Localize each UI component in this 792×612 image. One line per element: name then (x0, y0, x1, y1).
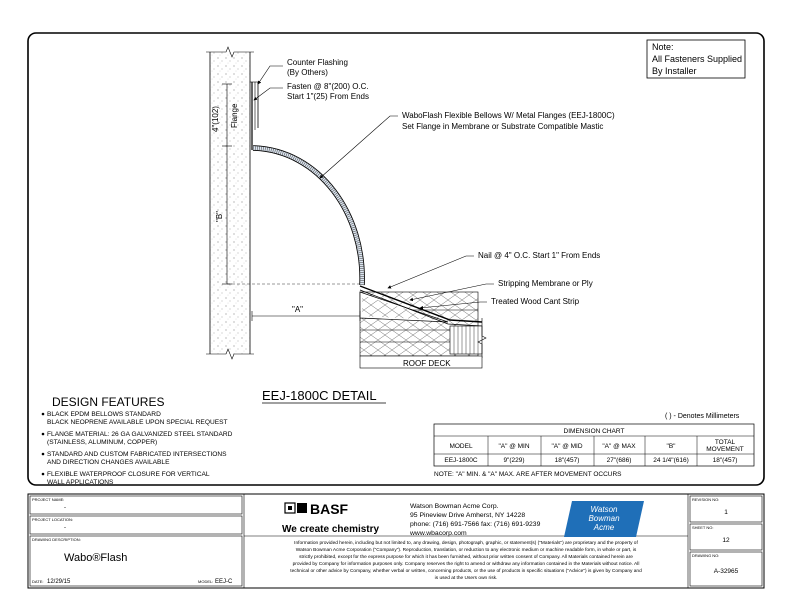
chart-cell-a-min: 9"(229) (503, 457, 525, 464)
callout-nail: Nail @ 4" O.C. Start 1" From Ends (478, 251, 601, 260)
chart-cell-a-mid: 18"(457) (554, 457, 580, 464)
date-value: 12/29/15 (47, 579, 71, 585)
design-features-heading: DESIGN FEATURES (52, 395, 165, 409)
sheet-value: 12 (722, 537, 730, 544)
feature-2-line-2: (STAINLESS, ALUMINUM, COPPER) (47, 439, 158, 446)
chart-cell-a-max: 27"(686) (606, 457, 632, 464)
project-location-label: PROJECT LOCATION: (32, 517, 73, 522)
roof-assembly (360, 286, 486, 368)
disclaimer (290, 540, 642, 581)
company-web: www.wbacorp.com (410, 530, 467, 537)
chart-cell-model: EEJ-1800C (444, 457, 478, 464)
note-line-1: All Fasteners Supplied (652, 54, 743, 64)
drawing-description-value: Wabo®Flash (64, 552, 128, 564)
feature-4-line-2: WALL APPLICATIONS (47, 479, 114, 486)
feature-2-line-1: FLANGE MATERIAL: 26 GA GALVANIZED STEEL STANDARD (47, 431, 233, 438)
chart-header-total-movement: TOTAL MOVEMENT (706, 439, 744, 453)
chart-note: NOTE: "A" MIN. & "A" MAX. ARE AFTER MOVEMENT OCCURS (434, 471, 622, 478)
chart-header-a-max: "A" @ MAX (602, 443, 636, 450)
disclaimer-line: strictly prohibited, except for the express purpose for which it has been furnished, without prior written consent of Company. All Materials contained herein are (299, 555, 633, 560)
revision-value: 1 (724, 509, 728, 516)
dim-flange-label: Flange (230, 103, 239, 128)
project-location-value: - (64, 525, 66, 531)
wba-logo-line-2: Bowman (588, 514, 620, 523)
chart-cell-total-movement: 18"(457) (712, 457, 738, 464)
wba-logo-line-3: Acme (593, 523, 615, 532)
model-value: EEJ-C (215, 579, 233, 585)
disclaimer-line: provided by Company for information purposes only. Company reserves the right to amend or withdraw any information contained in the Materials without notice. All (292, 562, 640, 567)
callout-waboflash-1: WaboFlash Flexible Bellows W/ Metal Flanges (EEJ-1800C) (402, 111, 615, 120)
drawing-no-label: DRAWING NO: (692, 553, 720, 558)
feature-4-line-1: FLEXIBLE WATERPROOF CLOSURE FOR VERTICAL (47, 471, 210, 478)
chart-header-b: "B" (666, 443, 676, 450)
chart-title: DIMENSION CHART (563, 428, 625, 435)
project-name-label: PROJECT NAME: (32, 497, 65, 502)
detail-title: EEJ-1800C DETAIL (262, 388, 377, 403)
callout-fasten-2: Start 1"(25) From Ends (287, 92, 369, 101)
company-phone: phone: (716) 691-7566 fax: (716) 691-9239 (410, 521, 541, 528)
drawing-no-value: A-32965 (713, 568, 739, 575)
basf-wordmark: BASF (310, 501, 349, 517)
bellows (253, 148, 362, 285)
feature-1-line-2: BLACK NEOPRENE AVAILABLE UPON SPECIAL REQUEST (47, 419, 228, 426)
revision-label: REVISION NO: (692, 497, 720, 502)
dim-b-label: "B" (215, 210, 224, 222)
note-line-2: By Installer (652, 66, 697, 76)
wba-logo-line-1: Watson (590, 505, 618, 514)
chart-header-a-mid: "A" @ MID (551, 443, 583, 450)
dim-a-label: "A" (292, 305, 304, 314)
company-address: 95 Pineview Drive Amherst, NY 14228 (410, 512, 526, 519)
callout-roof-deck: ROOF DECK (403, 359, 451, 368)
chart-cell-b: 24 1/4"(616) (653, 457, 689, 464)
design-features-list (42, 411, 233, 486)
wall-flange (250, 82, 258, 150)
sheet-label: SHEET NO: (692, 525, 714, 530)
feature-3-line-2: AND DIRECTION CHANGES AVAILABLE (47, 459, 170, 466)
feature-1-line-1: BLACK EPDM BELLOWS STANDARD (47, 411, 161, 418)
chart-header-model: MODEL (449, 443, 473, 450)
drawing-description-label: DRAWING DESCRIPTION: (32, 537, 81, 542)
note-title: Note: (652, 42, 674, 52)
callout-cant: Treated Wood Cant Strip (491, 297, 580, 306)
model-label: MODEL: (198, 579, 214, 584)
basf-tagline: We create chemistry (282, 524, 380, 535)
callout-waboflash-2: Set Flange in Membrane or Substrate Compatible Mastic (402, 122, 604, 131)
concrete-wall (206, 47, 254, 359)
callout-fasten-1: Fasten @ 8"(200) O.C. (287, 82, 369, 91)
disclaimer-line: technical or other advice by Company, whether verbal or written, concerning products, or the use of products in specific situations ("Advice") is given by Company and (290, 569, 642, 574)
basf-logo (285, 503, 307, 513)
leader-lines (254, 66, 494, 308)
disclaimer-line: Watson Bowman Acme Corporation ("Company"). Reproduction, translation, or reduction to any electronic medium or machine readable form, in whole or part, is (295, 548, 637, 553)
chart-header-a-min: "A" @ MIN (498, 443, 530, 450)
mm-note: ( ) - Denotes Millimeters (665, 413, 740, 420)
date-label: DATE: (32, 579, 44, 584)
project-name-value: - (64, 505, 66, 511)
disclaimer-line: is used at the Users own risk. (434, 576, 498, 581)
feature-3-line-1: STANDARD AND CUSTOM FABRICATED INTERSECTIONS (47, 451, 227, 458)
callout-counter-flashing-1: Counter Flashing (287, 58, 348, 67)
company-name: Watson Bowman Acme Corp. (410, 503, 499, 510)
dim-flange-value: 4"(102) (211, 106, 220, 132)
callout-stripping: Stripping Membrane or Ply (498, 279, 593, 288)
callout-counter-flashing-2: (By Others) (287, 68, 328, 77)
disclaimer-line: Information provided herein, including but not limited to, any drawing, design, photograph, graphic, or statement(s) ("Materials") are proprietary and the property of (294, 541, 638, 546)
